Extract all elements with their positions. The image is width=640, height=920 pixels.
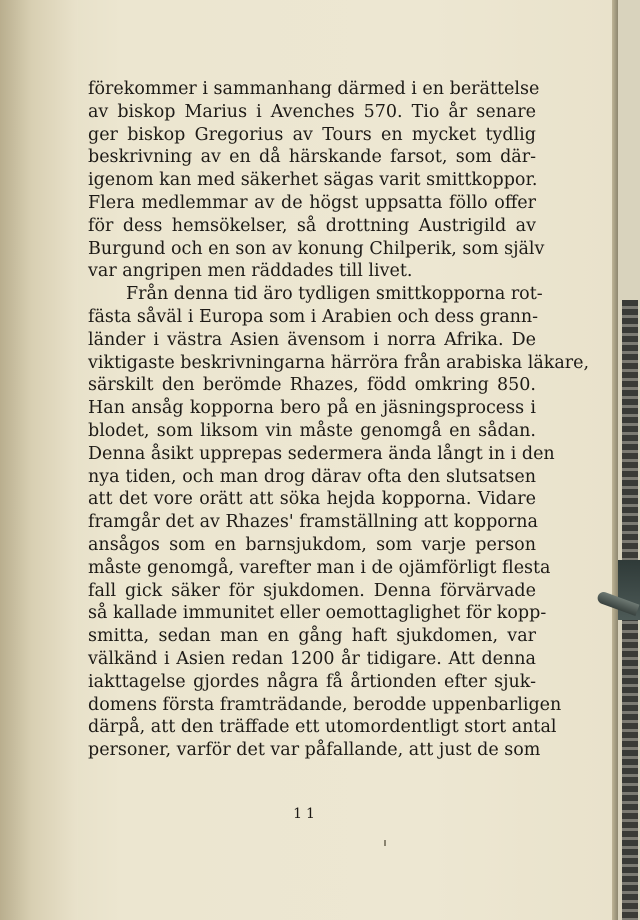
text-line: igenom kan med säkerhet sägas varit smittkoppor.: [88, 170, 538, 191]
text-line: framgår det av Rhazes' framställning att kopporna: [88, 512, 538, 533]
text-line: fästa såväl i Europa som i Arabien och dess grann-: [88, 306, 539, 327]
text-line: var angripen men räddades till livet.: [88, 261, 413, 282]
text-line: så kallade immunitet eller oemottaglighet för kopp-: [88, 603, 547, 624]
text-line: ansågos som en barnsjukdom, som varje person: [88, 534, 536, 555]
text-line: därpå, att den träffade ett utomordentligt stort antal: [88, 717, 557, 738]
text-line: Flera medlemmar av de högst uppsatta föllo offer: [88, 192, 536, 213]
text-line: måste genomgå, varefter man i de ojämförligt flesta: [88, 557, 551, 578]
text-line: personer, varför det var påfallande, att just de som: [88, 740, 541, 761]
text-line: förekommer i sammanhang därmed i en berättelse: [88, 79, 540, 99]
text-line: blodet, som liksom vin måste genomgå en sådan.: [88, 420, 536, 441]
text-line: fall gick säker för sjukdomen. Denna förvärvade: [88, 580, 536, 601]
text-line: nya tiden, och man drog därav ofta den slutsatsen: [88, 466, 536, 487]
text-line: Burgund och en son av konung Chilperik, som själv: [88, 238, 545, 259]
text-line: att det vore orätt att söka hejda kopporna. Vidare: [88, 489, 536, 510]
text-line: ger biskop Gregorius av Tours en mycket tydlig: [88, 124, 536, 145]
text-line-paragraph-start: Från denna tid äro tydligen smittkopporna rot-: [126, 284, 543, 305]
text-line: länder i västra Asien ävensom i norra Afrika. De: [88, 329, 536, 350]
body-text: [88, 78, 590, 762]
text-line: Han ansåg kopporna bero på en jäsningsprocess i: [88, 398, 536, 419]
text-line: välkänd i Asien redan 1200 år tidigare. Att denna: [88, 648, 536, 669]
text-line: smitta, sedan man en gång haft sjukdomen, var: [88, 626, 536, 647]
next-page-edge: [618, 0, 640, 920]
page-number: 11: [293, 806, 319, 822]
text-line: av biskop Marius i Avenches 570. Tio år senare: [88, 101, 536, 122]
text-line: särskilt den berömde Rhazes, född omkring 850.: [88, 375, 536, 396]
text-line: viktigaste beskrivningarna härröra från arabiska läkare,: [88, 352, 590, 373]
text-line: beskrivning av en då härskande farsot, som där-: [88, 147, 536, 168]
binding-gutter-shadow: [0, 0, 78, 920]
text-line: för dess hemsökelser, så drottning Austrigild av: [88, 215, 536, 236]
text-line: domens första framträdande, berodde uppenbarligen: [88, 694, 562, 715]
text-line: iakttagelse gjordes några få årtionden efter sjuk-: [88, 671, 536, 692]
paper-mark: [384, 840, 386, 846]
text-line: Denna åsikt upprepas sedermera ända långt in i den: [88, 443, 555, 464]
